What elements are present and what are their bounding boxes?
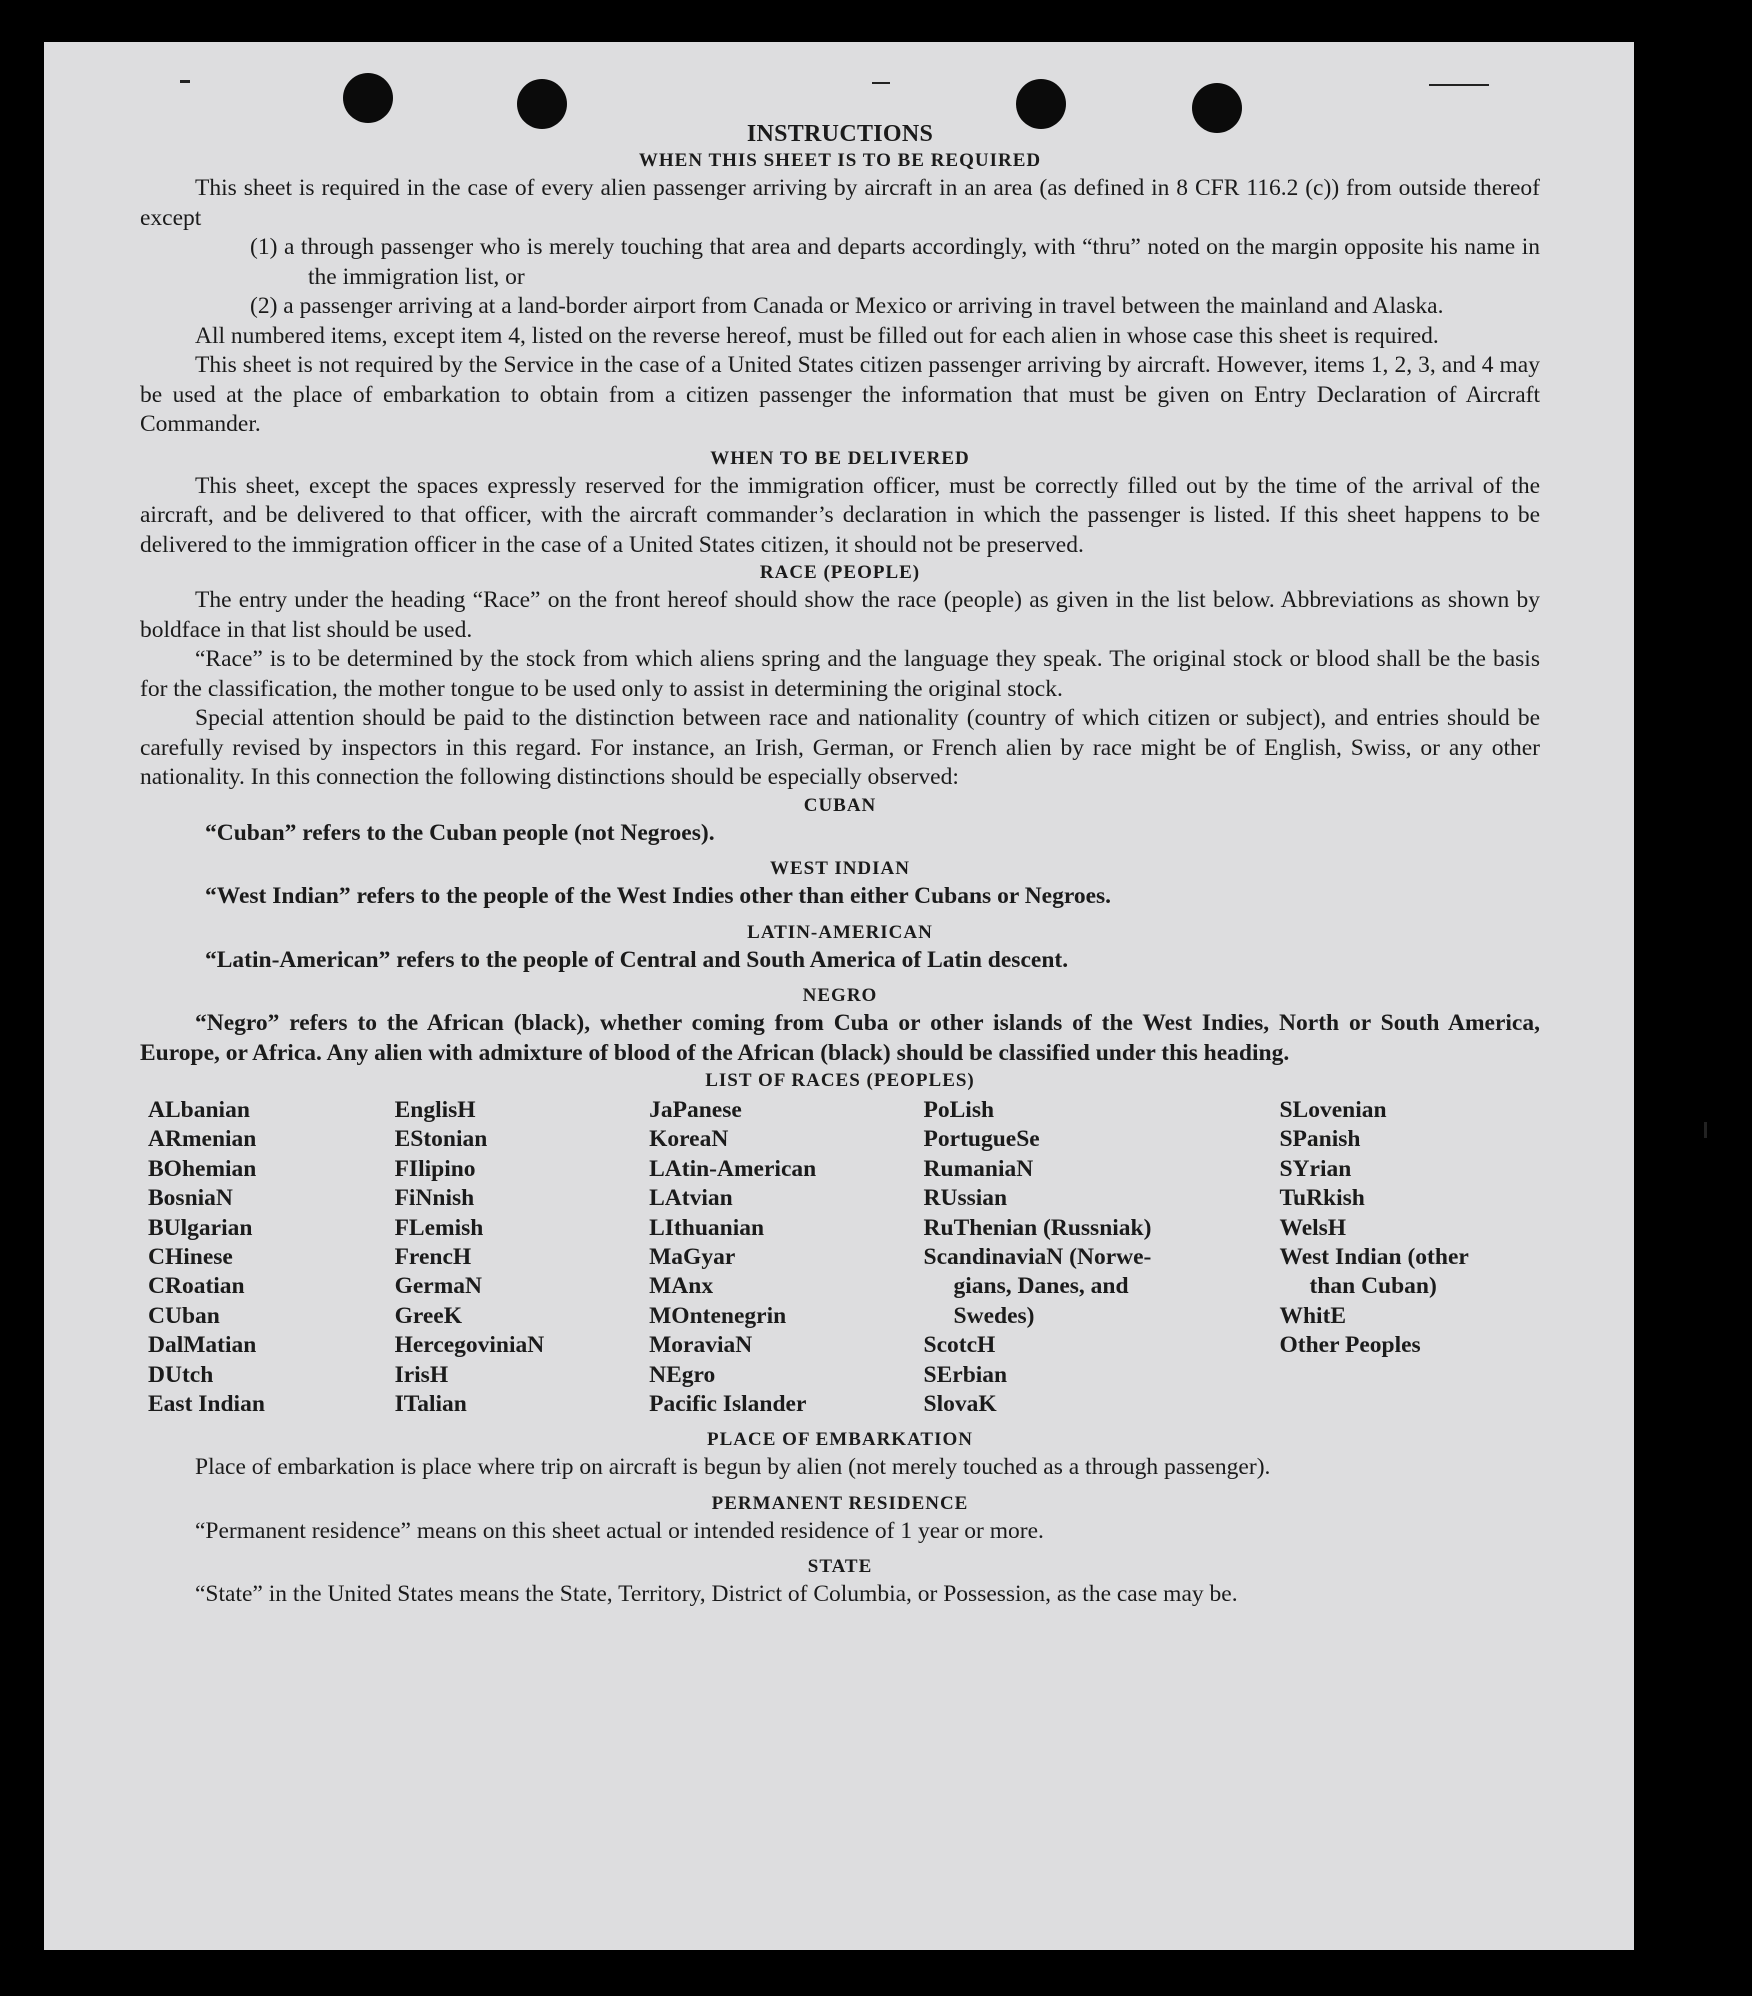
exception-item: (1) a through passenger who is merely touching that area and departs accordingly, with “thru” noted on the margin opposite his name in the immigration list, or — [250, 234, 1540, 290]
race-entry: SYrian — [1279, 1155, 1352, 1182]
race-entry: FLemish — [394, 1214, 484, 1241]
race-entry: MAnx — [649, 1273, 714, 1300]
race-entry: MoraviaN — [649, 1332, 753, 1359]
race-entry: LAtvian — [649, 1185, 733, 1212]
race-column — [1279, 1096, 1540, 1419]
race-entry: ARmenian — [148, 1126, 257, 1153]
race-entry: MaGyar — [649, 1244, 736, 1271]
race-entry: WelsH — [1279, 1214, 1347, 1241]
heading-when-required: WHEN THIS SHEET IS TO BE REQUIRED — [638, 150, 1042, 171]
para-delivered: This sheet, except the spaces expressly reserved for the immigration officer, must be correctly filled out by the time of the arrival of the aircraft, and be delivered to that officer, with the aircraft commander’s declaration in which the passenger is listed. If this sheet happens to be delivered to the immigration officer in the case of a United States citizen, it should not be preserved. — [140, 472, 1540, 558]
race-entry: IrisH — [394, 1361, 449, 1388]
race-entry: WhitE — [1279, 1302, 1347, 1329]
race-column — [649, 1096, 923, 1419]
race-entry: SlovaK — [923, 1391, 997, 1418]
race-entry: EnglisH — [394, 1097, 476, 1123]
race-entry: SPanish — [1279, 1126, 1361, 1153]
race-entry: Swedes) — [953, 1302, 1035, 1329]
scan-mark — [872, 82, 890, 84]
definition-cuban: “Cuban” refers to the Cuban people (not Negroes). — [205, 819, 715, 846]
race-entry: CUban — [148, 1302, 220, 1329]
heading-state: STATE — [807, 1556, 873, 1578]
para-embarkation: Place of embarkation is place where trip on aircraft is begun by alien (not merely touched as a through passenger). — [195, 1454, 1271, 1481]
race-entry: BOhemian — [148, 1155, 257, 1182]
race-entry: JaPanese — [649, 1097, 742, 1123]
heading-embarkation: PLACE OF EMBARKATION — [707, 1429, 973, 1451]
race-column — [140, 1096, 395, 1419]
heading-list-of-races: LIST OF RACES (PEOPLES) — [705, 1070, 975, 1091]
race-entry: CRoatian — [148, 1273, 245, 1300]
race-entry: RuThenian (Russniak) — [923, 1214, 1152, 1241]
race-entry: GermaN — [394, 1273, 483, 1300]
para-numbered-items: All numbered items, except item 4, listed on the reverse hereof, must be filled out for each alien in whose case this sheet is required. — [195, 322, 1439, 349]
document-page — [44, 42, 1634, 1950]
heading-race: RACE (PEOPLE) — [759, 562, 921, 583]
race-entry: DUtch — [148, 1361, 214, 1388]
race-entry: CHinese — [148, 1244, 233, 1271]
heading-west-indian: WEST INDIAN — [770, 858, 910, 879]
race-entry: EStonian — [394, 1126, 488, 1153]
race-entry: RUssian — [923, 1185, 1008, 1212]
race-entry: ITalian — [394, 1391, 467, 1418]
page-title: INSTRUCTIONS — [746, 121, 934, 147]
race-entry: NEgro — [649, 1361, 716, 1388]
race-entry: RumaniaN — [923, 1155, 1034, 1182]
race-entry: GreeK — [394, 1302, 463, 1329]
instructions-body — [140, 120, 1540, 1610]
scan-mark — [180, 80, 190, 83]
race-entry: Other Peoples — [1279, 1332, 1421, 1359]
race-entry: ScotcH — [923, 1332, 996, 1359]
race-entry: BosniaN — [148, 1185, 233, 1212]
race-entry: LAtin-American — [649, 1155, 817, 1182]
race-entry: TuRkish — [1279, 1185, 1365, 1212]
definition-west-indian: “West Indian” refers to the people of the West Indies other than either Cubans or Negroes. — [205, 883, 1112, 909]
race-entry: MOntenegrin — [649, 1302, 787, 1329]
para-permanent-residence: “Permanent residence” means on this sheet actual or intended residence of 1 year or more. — [195, 1517, 1044, 1544]
para-race-1: The entry under the heading “Race” on the front hereof should show the race (people) as given in the list below. Abbreviations as shown by boldface in that list should be used. — [140, 587, 1540, 643]
race-entry: West Indian (other — [1279, 1244, 1469, 1271]
para-race-2: “Race” is to be determined by the stock from which aliens spring and the language they speak. The original stock or blood shall be the basis for the classification, the mother tongue to be used only to assist in determining the original stock. — [140, 646, 1540, 702]
race-entry: DalMatian — [148, 1332, 257, 1359]
race-entry: PortugueSe — [923, 1126, 1040, 1153]
race-entry: HercegoviniaN — [394, 1332, 545, 1359]
race-entry: FrencH — [394, 1244, 472, 1271]
race-entry: FIlipino — [394, 1155, 476, 1182]
race-entry: gians, Danes, and — [953, 1273, 1129, 1300]
punch-hole-1 — [343, 73, 393, 123]
race-list-table — [140, 1096, 1540, 1419]
para-required-intro: This sheet is required in the case of every alien passenger arriving by aircraft in an area (as defined in 8 CFR 116.2 (c)) from outside thereof except — [140, 175, 1540, 231]
race-entry: East Indian — [148, 1391, 265, 1418]
heading-cuban: CUBAN — [803, 794, 877, 816]
race-entry: FiNnish — [394, 1185, 475, 1212]
para-state: “State” in the United States means the State, Territory, District of Columbia, or Possession, as the case may be. — [195, 1581, 1238, 1608]
heading-latin-american: LATIN-AMERICAN — [747, 921, 933, 943]
race-entry: BUlgarian — [148, 1214, 253, 1241]
para-race-3: Special attention should be paid to the distinction between race and nationality (country of which citizen or subject), and entries should be carefully revised by inspectors in this regard. For instance, an Irish, German, or French alien by race might be of English, Swiss, or any other nationality. In this connection the following distinctions should be especially observed: — [140, 705, 1540, 790]
heading-negro: NEGRO — [802, 985, 878, 1006]
race-entry: KoreaN — [649, 1126, 729, 1153]
race-entry: ALbanian — [148, 1097, 250, 1123]
exception-item: (2) a passenger arriving at a land-border airport from Canada or Mexico or arriving in travel between the mainland and Alaska. — [250, 293, 1444, 319]
para-citizen: This sheet is not required by the Service in the case of a United States citizen passenger arriving by aircraft. However, items 1, 2, 3, and 4 may be used at the place of embarkation to obtain from a citizen passenger the information that must be given on Entry Declaration of Aircraft Commander. — [140, 352, 1540, 437]
scan-mark — [1704, 1122, 1707, 1138]
heading-permanent-residence: PERMANENT RESIDENCE — [711, 1492, 969, 1514]
definition-negro: “Negro” refers to the African (black), whether coming from Cuba or other islands of the West Indies, North or South America, Europe, or Africa. Any alien with admixture of blood of the African (black) should be classified under this heading. — [140, 1010, 1540, 1066]
race-entry: Pacific Islander — [649, 1391, 807, 1418]
race-column — [395, 1096, 650, 1419]
race-entry: PoLish — [923, 1097, 995, 1123]
definition-latin-american: “Latin-American” refers to the people of Central and South America of Latin descent. — [205, 946, 1069, 973]
race-entry: SErbian — [923, 1361, 1008, 1388]
scan-mark — [1429, 84, 1489, 86]
race-entry: than Cuban) — [1309, 1273, 1437, 1300]
race-entry: LIthuanian — [649, 1214, 765, 1241]
race-entry: ScandinaviaN (Norwe- — [923, 1244, 1152, 1271]
race-entry: SLovenian — [1279, 1097, 1387, 1123]
heading-when-delivered: WHEN TO BE DELIVERED — [710, 447, 970, 469]
race-column — [924, 1096, 1280, 1419]
